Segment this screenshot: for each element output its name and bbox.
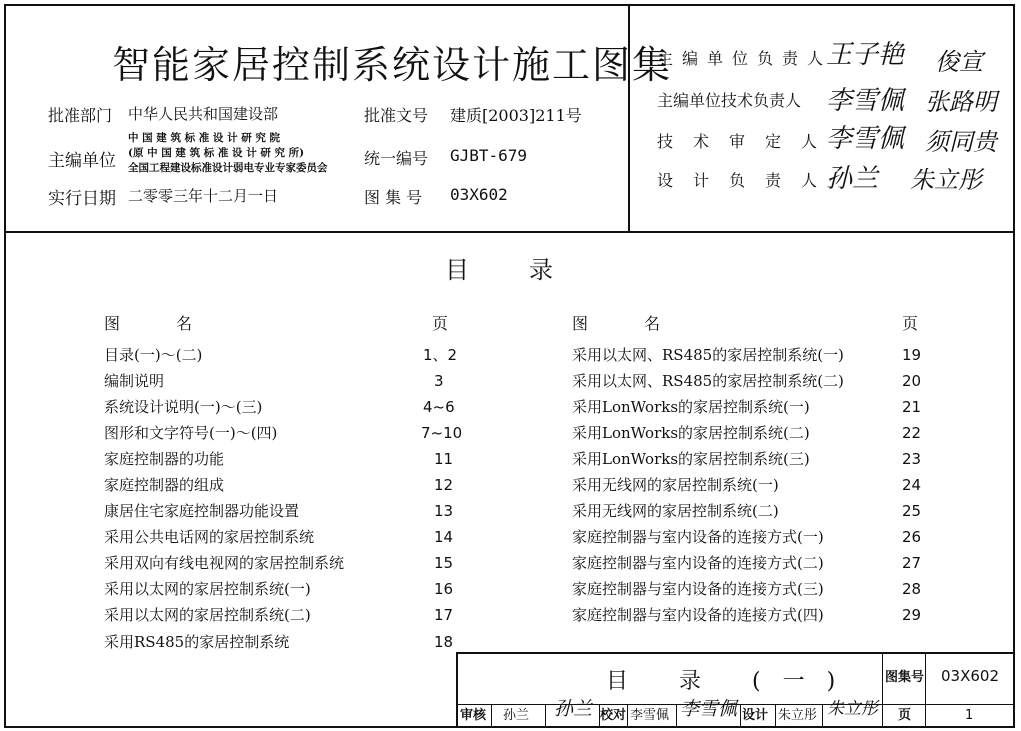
toc-left-page-10: 16 [434,580,454,598]
review-label: 审核 [460,708,487,723]
toc-right-page-5: 23 [902,450,922,468]
toc-left-name-9: 采用双向有线电视网的家居控制系统 [104,554,345,572]
page-label: 页 [898,708,912,723]
toc-left-page-6: 12 [434,476,454,494]
check-signature: 李雪佩 [680,698,738,720]
toc-right-page-6: 24 [902,476,922,494]
toc-right-name-11: 家庭控制器与室内设备的连接方式(四) [572,606,824,624]
toc-right-name-5: 采用LonWorks的家居控制系统(三) [572,450,810,468]
toc-left-page-5: 11 [434,450,454,468]
toc-right-name-8: 家庭控制器与室内设备的连接方式(一) [572,528,824,546]
toc-left-name-8: 采用公共电话网的家居控制系统 [104,528,315,546]
effective-date-value: 二零零三年十二月一日 [128,187,279,205]
toc-right-col-page: 页 [902,314,919,333]
toc-right-page-7: 25 [902,502,922,520]
tech-reviewer-signature-2: 须同贵 [925,128,997,156]
editor-unit-line-2: (原 中 国 建 筑 标 准 设 计 研 究 所) [128,147,305,159]
toc-left-page-3: 4~6 [423,398,455,416]
toc-left-col-page: 页 [432,314,449,333]
design-lead-signature-1: 孙兰 [826,164,879,194]
design-name: 朱立彤 [778,708,818,723]
toc-left-name-6: 家庭控制器的组成 [104,476,225,494]
toc-right-page-4: 22 [902,424,922,442]
toc-left-page-7: 13 [434,502,454,520]
toc-left-name-10: 采用以太网的家居控制系统(一) [104,580,311,598]
design-lead-signature-2: 朱立彤 [910,166,982,194]
toc-right-page-1: 19 [902,346,922,364]
toc-right-page-2: 20 [902,372,922,390]
toc-right-name-2: 采用以太网、RS485的家居控制系统(二) [572,372,844,390]
toc-left-page-9: 15 [434,554,454,572]
approval-number-value: 建质[2003]211号 [450,106,582,125]
toc-right-name-1: 采用以太网、RS485的家居控制系统(一) [572,346,844,364]
approval-dept-label: 批准部门 [48,106,113,125]
design-lead-label: 设计负责人 [657,171,838,190]
toc-left-page-2: 3 [434,372,444,390]
toc-right-page-9: 27 [902,554,922,572]
review-name: 孙兰 [503,708,530,723]
tech-chief-signature-2: 张路明 [925,88,997,116]
effective-date-label: 实行日期 [48,189,116,209]
toc-left-name-7: 康居住宅家庭控制器功能设置 [104,502,300,520]
atlas-number-label: 图 集 号 [364,188,423,207]
tech-chief-signature-1: 李雪佩 [826,86,905,116]
check-name: 李雪佩 [630,708,670,723]
tech-reviewer-signature-1: 李雪佩 [826,124,905,154]
chief-editor-signature-2: 俊宣 [935,48,983,76]
chief-editor-label: 主编单位负责人 [657,49,833,68]
approval-number-label: 批准文号 [364,106,429,125]
toc-left-name-12: 采用RS485的家居控制系统 [104,633,290,651]
toc-left-name-5: 家庭控制器的功能 [104,450,225,468]
sheet-title: 目 录 (一) [606,669,858,694]
toc-left-page-11: 17 [434,606,454,624]
atlas-number-cell-value: 03X602 [941,667,999,685]
toc-left-page-4: 7~10 [421,424,463,442]
page-number: 1 [965,708,974,723]
toc-right-col-name: 图名 [572,314,717,333]
toc-right-name-10: 家庭控制器与室内设备的连接方式(三) [572,580,824,598]
toc-right-page-11: 29 [902,606,922,624]
atlas-number-cell-label: 图集号 [885,670,925,685]
toc-right-page-8: 26 [902,528,922,546]
approval-dept-value: 中华人民共和国建设部 [128,105,279,123]
toc-left-col-name: 图名 [104,314,249,333]
toc-right-page-10: 28 [902,580,922,598]
editor-unit-line-3: 全国工程建设标准设计弱电专业专家委员会 [128,162,328,174]
check-label: 校对 [600,708,627,723]
toc-left-page-1: 1、2 [423,346,458,364]
tech-reviewer-label: 技术审定人 [657,132,838,151]
toc-right-name-7: 采用无线网的家居控制系统(二) [572,502,779,520]
toc-right-name-4: 采用LonWorks的家居控制系统(二) [572,424,810,442]
unified-number-value: GJBT-679 [450,146,528,165]
unified-number-label: 统一编号 [364,149,429,168]
editor-unit-label: 主编单位 [48,151,116,171]
toc-left-page-12: 18 [434,633,454,651]
tech-chief-label: 主编单位技术负责人 [657,91,802,110]
design-label: 设计 [742,708,769,723]
toc-left-name-11: 采用以太网的家居控制系统(二) [104,606,311,624]
toc-left-name-1: 目录(一)～(二) [104,346,203,364]
chief-editor-signature-1: 王子艳 [826,40,905,70]
toc-right-name-9: 家庭控制器与室内设备的连接方式(二) [572,554,824,572]
review-signature: 孙兰 [554,698,593,720]
design-signature: 朱立彤 [827,699,878,719]
toc-left-name-3: 系统设计说明(一)～(三) [104,398,263,416]
editor-unit-line-1: 中 国 建 筑 标 准 设 计 研 究 院 [128,132,281,144]
atlas-title: 智能家居控制系统设计施工图集 [112,43,673,87]
toc-right-page-3: 21 [902,398,922,416]
toc-left-name-4: 图形和文字符号(一)～(四) [104,424,278,442]
toc-left-name-2: 编制说明 [104,372,165,390]
toc-right-name-3: 采用LonWorks的家居控制系统(一) [572,398,810,416]
atlas-number-value: 03X602 [450,185,508,204]
toc-left-page-8: 14 [434,528,454,546]
header-divider [4,231,1015,233]
toc-title: 目录 [445,256,613,284]
toc-right-name-6: 采用无线网的家居控制系统(一) [572,476,779,494]
